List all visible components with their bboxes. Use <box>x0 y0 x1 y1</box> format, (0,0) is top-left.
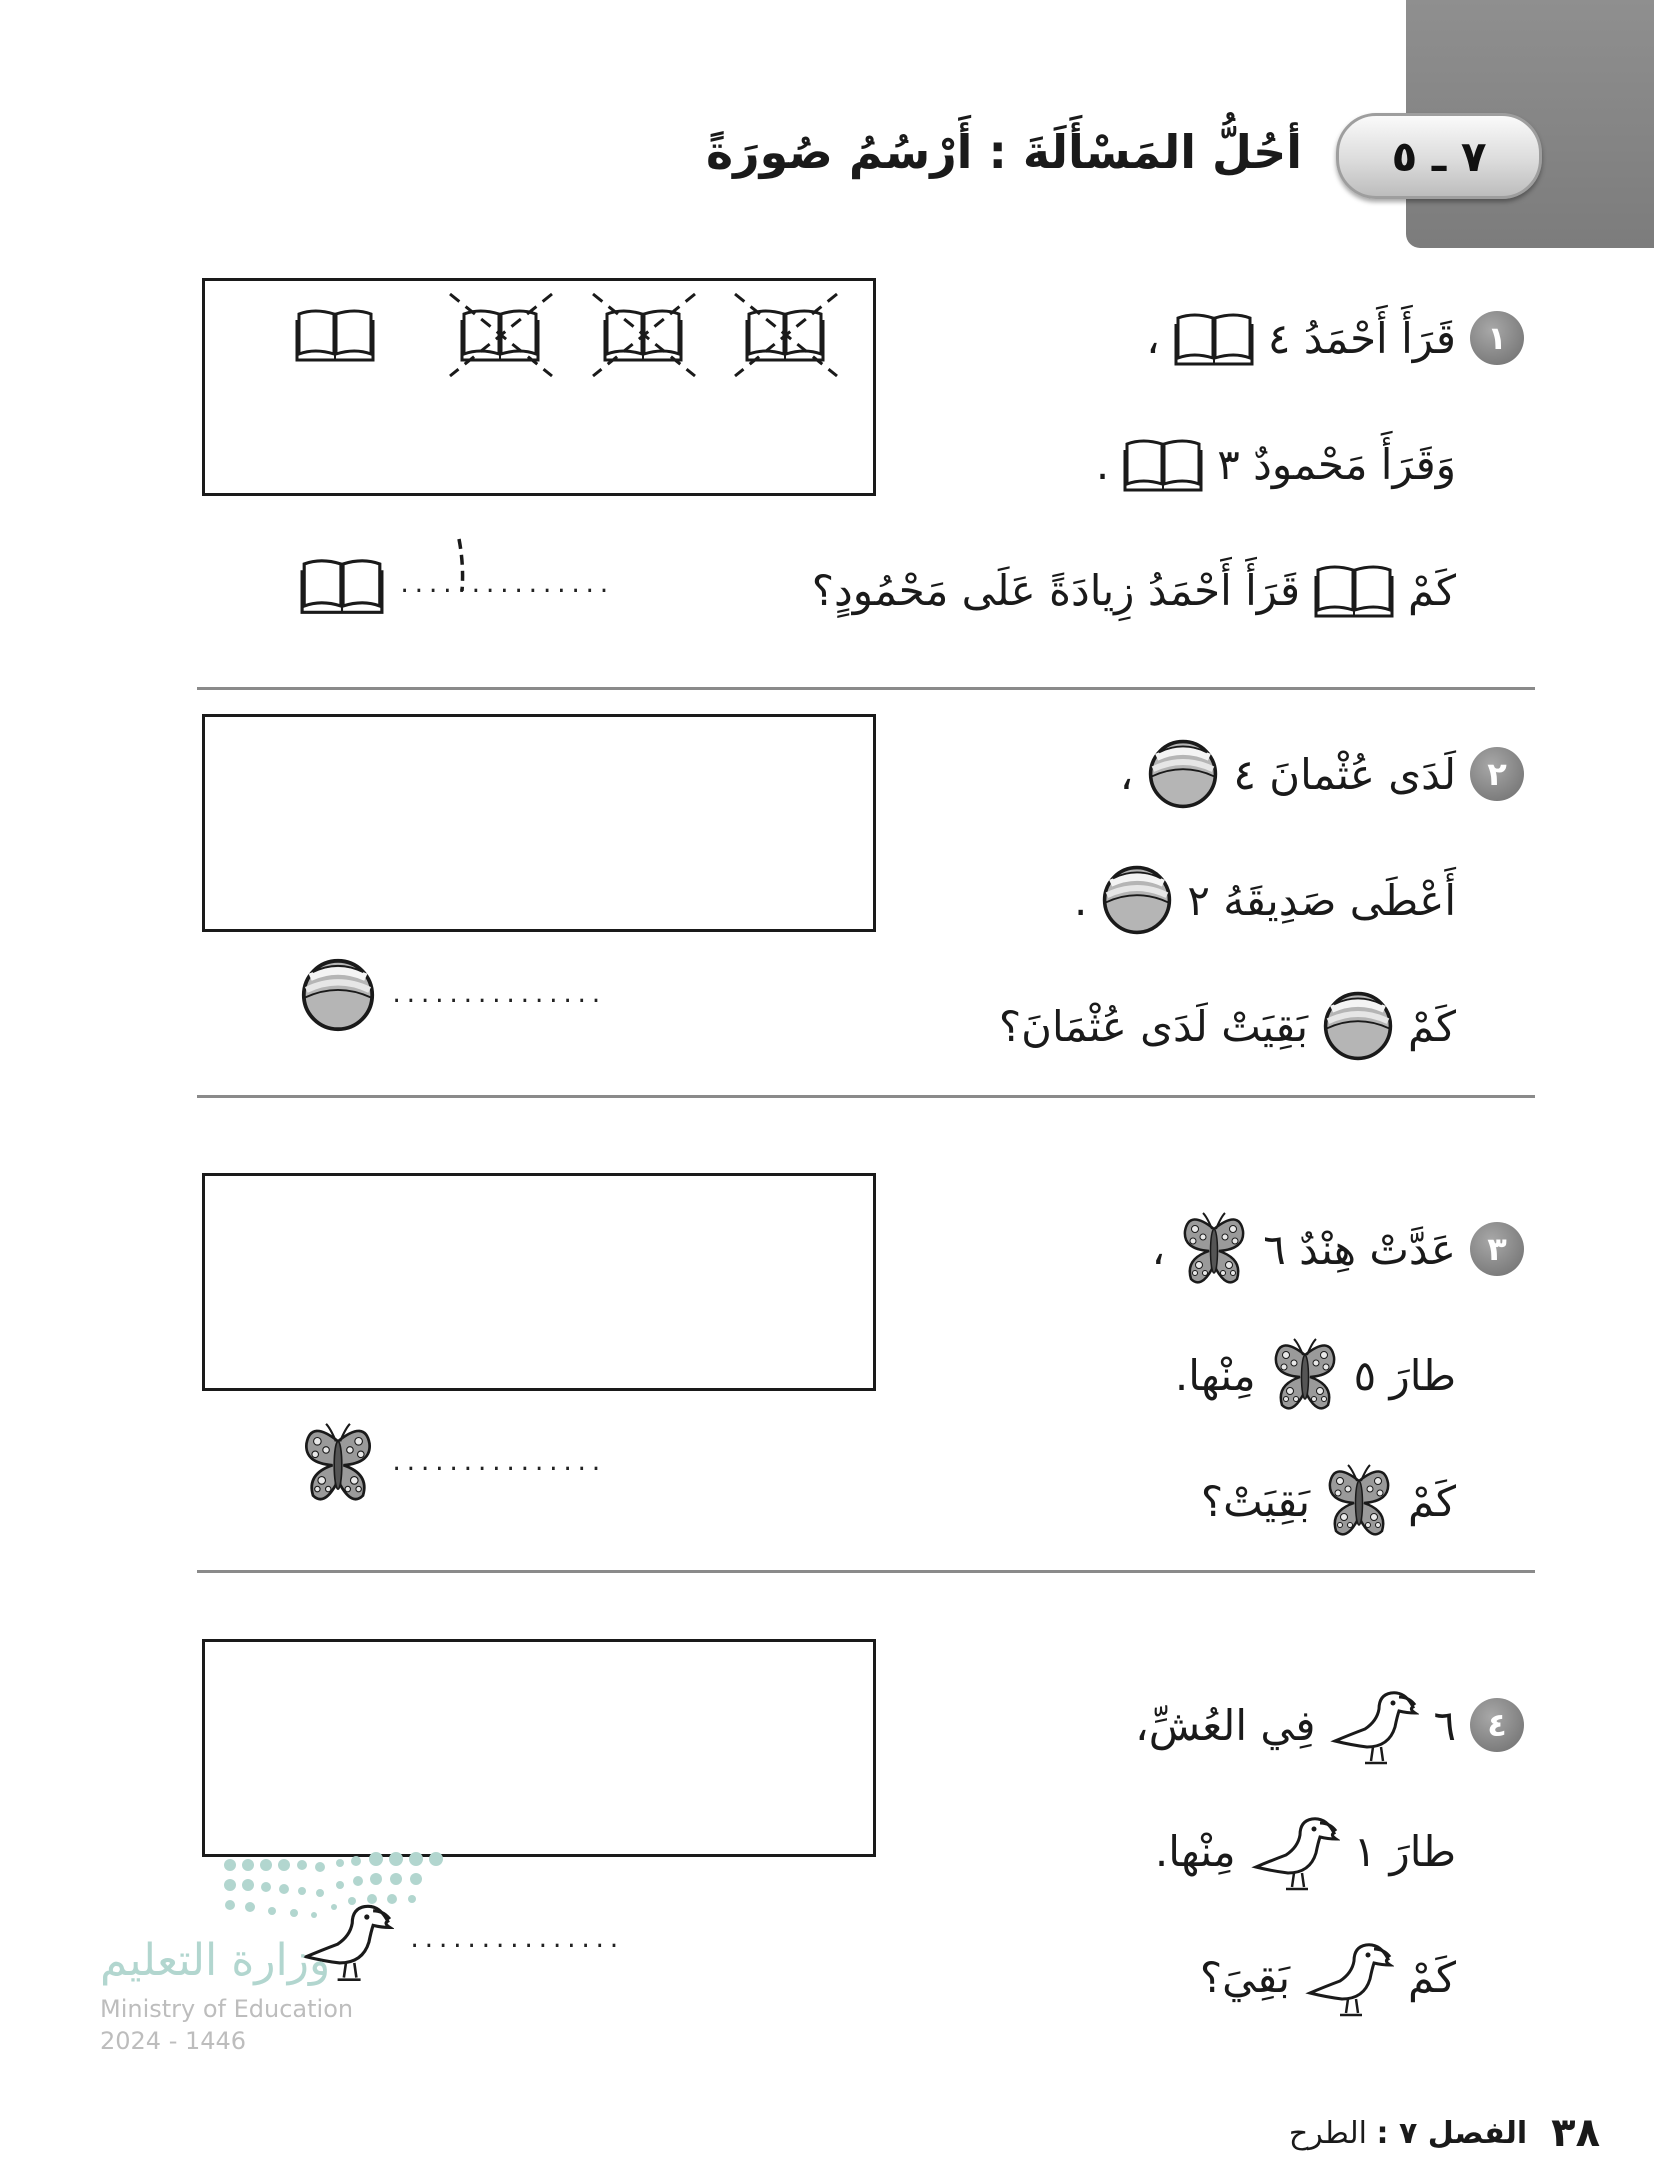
bird-icon <box>1329 1683 1419 1767</box>
book-icon <box>1123 436 1203 492</box>
ministry-name-en: Ministry of Education <box>100 1995 354 2023</box>
problem-2-number: ٢ <box>1470 747 1524 801</box>
problem-1-line-1 <box>804 275 1524 401</box>
answer-blank-3[interactable]: ............... <box>390 1450 604 1476</box>
line-text: مِنْها. <box>1154 1826 1236 1876</box>
page-footer <box>1289 2110 1600 2156</box>
butterfly-icon <box>1270 1333 1340 1417</box>
drawn-book-icon <box>297 311 373 360</box>
problem-3 <box>804 1186 1524 1564</box>
problem-4-line-3 <box>804 1914 1524 2040</box>
ball-icon <box>300 957 376 1033</box>
line-text: بَقِيَتْ لَدَى عُثْمَانَ؟ <box>998 1001 1309 1051</box>
line-text: بَقِيَتْ؟ <box>1200 1476 1311 1526</box>
problem-1-number: ١ <box>1470 311 1524 365</box>
chapter-title: الطرح <box>1288 2115 1367 2151</box>
line-text: وَقَرَأَ مَحْمودٌ ٣ <box>1217 439 1456 489</box>
problem-3-line-2 <box>804 1312 1524 1438</box>
ministry-name-ar: وزارة التعليم <box>100 1935 331 1986</box>
tally-mark <box>456 537 468 593</box>
line-text: فِي العُشِّ، <box>1135 1700 1316 1750</box>
butterfly-icon <box>300 1418 376 1508</box>
line-text: قَرَأَ أَحْمَدُ ٤ <box>1267 313 1456 363</box>
chapter-label: الفصل ٧ : <box>1376 2115 1528 2151</box>
line-text: . <box>1074 875 1088 925</box>
answer-blank-2[interactable]: ............... <box>390 982 604 1008</box>
bird-icon <box>1250 1809 1340 1893</box>
answer-blank-1[interactable]: ............... <box>398 572 612 598</box>
divider <box>197 687 1535 690</box>
line-text: بَقِيَ؟ <box>1199 1952 1291 2002</box>
drawing-area-1 <box>205 281 873 493</box>
line-text: أَعْطَى صَدِيقَهُ ٢ <box>1187 875 1456 925</box>
line-text: كَمْ <box>1408 1476 1456 1526</box>
problem-3-number: ٣ <box>1470 1222 1524 1276</box>
book-icon <box>1174 310 1254 366</box>
lesson-title: أحُلُّ المَسْأَلَةَ : أَرْسُمُ صُورَةً <box>705 125 1302 179</box>
line-text: ، <box>1151 1224 1166 1274</box>
answer-3[interactable] <box>300 1418 604 1508</box>
answer-blank-4[interactable]: ............... <box>408 1927 622 1953</box>
divider <box>197 1095 1535 1098</box>
ministry-logo-icon <box>100 1835 480 1935</box>
line-text: ، <box>1119 749 1134 799</box>
ball-icon <box>1147 738 1219 810</box>
problem-2 <box>804 711 1524 1089</box>
problem-1 <box>804 275 1524 653</box>
line-text: قَرَأَ أَحْمَدُ زِيادَةً عَلَى مَحْمُودٍ؟ <box>811 565 1301 615</box>
ball-icon <box>1101 864 1173 936</box>
line-text: كَمْ <box>1408 565 1456 615</box>
line-text: كَمْ <box>1408 1001 1456 1051</box>
problem-3-line-1 <box>804 1186 1524 1312</box>
problem-4-number: ٤ <box>1470 1698 1524 1752</box>
problem-2-line-3 <box>804 963 1524 1089</box>
drawing-box-2[interactable] <box>202 714 876 932</box>
line-text: لَدَى عُثْمانَ ٤ <box>1233 749 1456 799</box>
drawing-box-4[interactable] <box>202 1639 876 1857</box>
ministry-year: 2024 - 1446 <box>100 2027 247 2055</box>
butterfly-icon <box>1324 1459 1394 1543</box>
book-icon <box>1314 562 1394 618</box>
problem-4-line-1 <box>804 1662 1524 1788</box>
line-text: ، <box>1146 313 1160 363</box>
problem-2-line-2 <box>804 837 1524 963</box>
page-number: ٣٨ <box>1551 2110 1600 2156</box>
lesson-number-badge: ٧ ـ ٥ <box>1336 113 1542 199</box>
problem-4-line-2 <box>804 1788 1524 1914</box>
ball-icon <box>1322 990 1394 1062</box>
line-text: عَدَّتْ هِنْدٌ ٦ <box>1263 1224 1456 1274</box>
problem-2-line-1 <box>804 711 1524 837</box>
problem-4 <box>804 1662 1524 2040</box>
line-text: مِنْها. <box>1174 1350 1256 1400</box>
line-text: طارَ ١ <box>1353 1826 1456 1876</box>
problem-3-line-3 <box>804 1438 1524 1564</box>
problem-1-line-2 <box>804 401 1524 527</box>
problem-1-line-3 <box>804 527 1524 653</box>
drawing-box-1[interactable] <box>202 278 876 496</box>
divider <box>197 1570 1535 1573</box>
answer-2[interactable] <box>300 950 604 1040</box>
line-text: طارَ ٥ <box>1353 1350 1456 1400</box>
bird-icon <box>1304 1935 1394 2019</box>
drawing-box-3[interactable] <box>202 1173 876 1391</box>
line-text: ٦ <box>1433 1700 1456 1750</box>
line-text: كَمْ <box>1408 1952 1456 2002</box>
butterfly-icon <box>1179 1207 1249 1291</box>
book-icon <box>300 555 384 615</box>
ministry-watermark <box>100 1835 480 2065</box>
answer-1[interactable] <box>300 540 612 630</box>
line-text: . <box>1095 439 1110 489</box>
